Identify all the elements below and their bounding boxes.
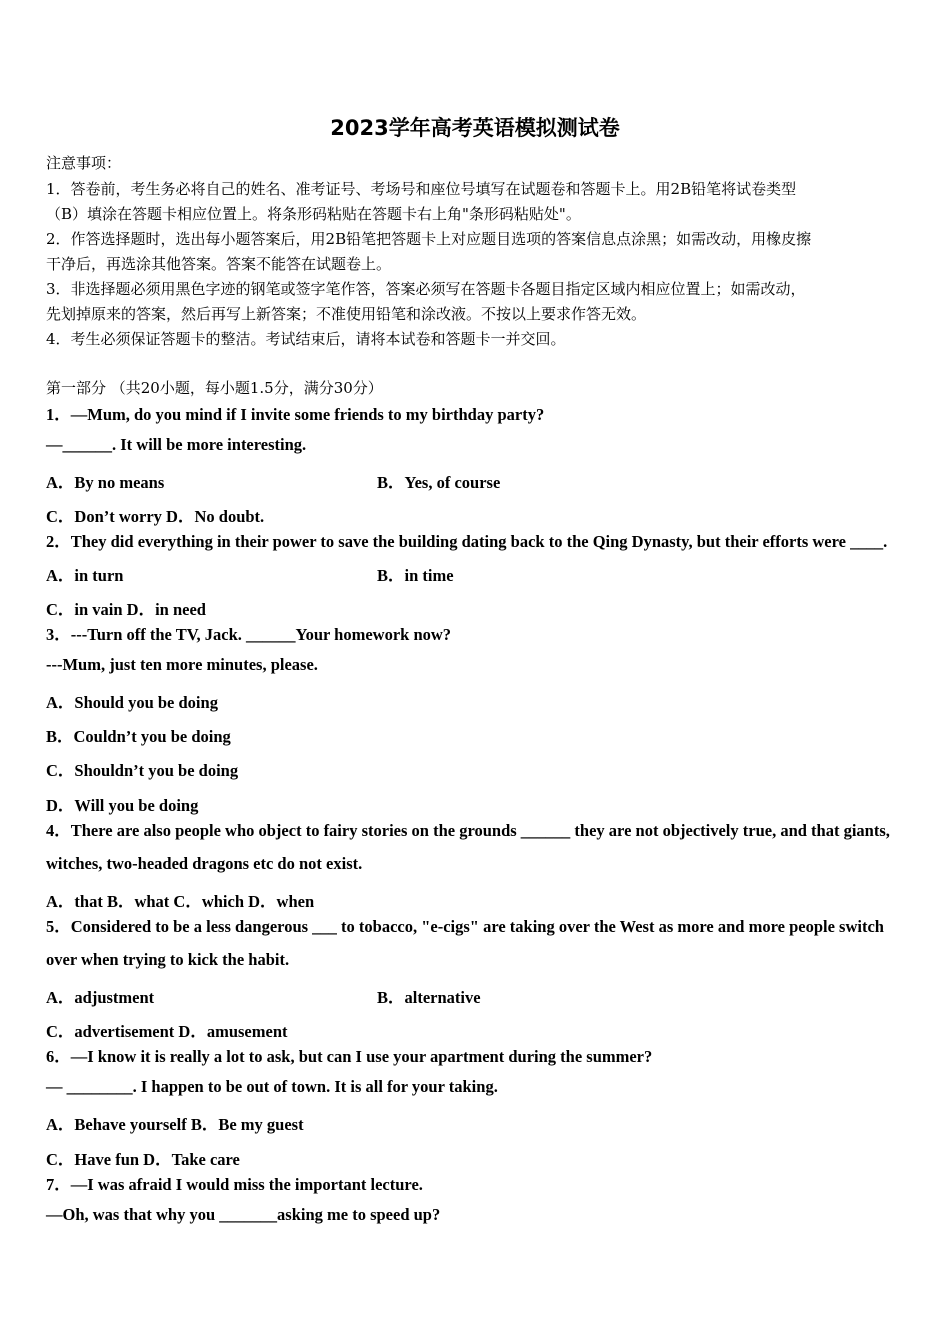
question-line: over when trying to kick the habit.	[46, 950, 290, 969]
question-stem: 7．—I was afraid I would miss the important lecture.	[46, 1175, 423, 1194]
option-a: A．adjustment	[46, 988, 155, 1007]
question-stem: 3．---Turn off the TV, Jack. ______Your homework now?	[46, 625, 452, 644]
notice-line: 3．非选择题必须用黑色字迹的钢笔或签字笔作答，答案必须写在答题卡各题目指定区域内相应位置上；如需改动，	[46, 280, 806, 298]
options-c-d: C．Have fun D．Take care	[46, 1150, 240, 1169]
options-c-d: C．in vain D．in need	[46, 600, 206, 619]
question-stem: 2．They did everything in their power to save the building dating back to the Qing Dynasty, but their efforts were ____.	[46, 532, 888, 551]
option-b: B．Couldn’t you be doing	[46, 727, 231, 746]
options-a-d: A．that B．what C．which D．when	[46, 892, 315, 911]
section-heading: 第一部分 （共20小题，每小题1.5分，满分30分）	[46, 379, 383, 397]
notice-line: （B）填涂在答题卡相应位置上。将条形码粘贴在答题卡右上角"条形码粘贴处"。	[46, 205, 581, 223]
question-stem: 5．Considered to be a less dangerous ___ to tobacco, "e-cigs" are taking over the West as more and more people switch	[46, 917, 884, 936]
question-stem: 1．—Mum, do you mind if I invite some friends to my birthday party?	[46, 405, 545, 424]
question-line: —______. It will be more interesting.	[46, 435, 307, 454]
question-line: — ________. I happen to be out of town. It is all for your taking.	[46, 1077, 498, 1096]
notice-line: 2．作答选择题时，选出每小题答案后，用2B铅笔把答题卡上对应题目选项的答案信息点涂黑；如需改动，用橡皮擦	[46, 230, 812, 248]
page-title: 2023学年高考英语模拟测试卷	[330, 116, 620, 140]
question-stem: 6．—I know it is really a lot to ask, but can I use your apartment during the summer?	[46, 1047, 653, 1066]
option-a: A．By no means	[46, 473, 165, 492]
notice-line: 4．考生必须保证答题卡的整洁。考试结束后，请将本试卷和答题卡一并交回。	[46, 330, 566, 348]
notice-line: 1．答卷前，考生务必将自己的姓名、准考证号、考场号和座位号填写在试题卷和答题卡上。用2B铅笔将试卷类型	[46, 180, 797, 198]
options-c-d: C．Don’t worry D．No doubt.	[46, 507, 265, 526]
option-b: B．alternative	[377, 988, 481, 1007]
question-line: ---Mum, just ten more minutes, please.	[46, 655, 318, 674]
options-c-d: C．advertisement D．amusement	[46, 1022, 288, 1041]
question-line: witches, two-headed dragons etc do not exist.	[46, 854, 363, 873]
options-a-b: A．Behave yourself B．Be my guest	[46, 1115, 304, 1134]
notice-line: 干净后，再选涂其他答案。答案不能答在试题卷上。	[46, 255, 392, 273]
option-a: A．Should you be doing	[46, 693, 218, 712]
option-a: A．in turn	[46, 566, 124, 585]
option-c: C．Shouldn’t you be doing	[46, 761, 239, 780]
option-b: B．in time	[377, 566, 454, 585]
option-d: D．Will you be doing	[46, 796, 199, 815]
question-stem: 4．There are also people who object to fairy stories on the grounds ______ they are not objectively true, and that giants,	[46, 821, 890, 840]
notice-heading: 注意事项：	[46, 154, 122, 172]
question-line: —Oh, was that why you _______asking me to speed up?	[46, 1205, 441, 1224]
option-b: B．Yes, of course	[377, 473, 501, 492]
notice-line: 先划掉原来的答案，然后再写上新答案；不准使用铅笔和涂改液。不按以上要求作答无效。	[46, 305, 647, 323]
